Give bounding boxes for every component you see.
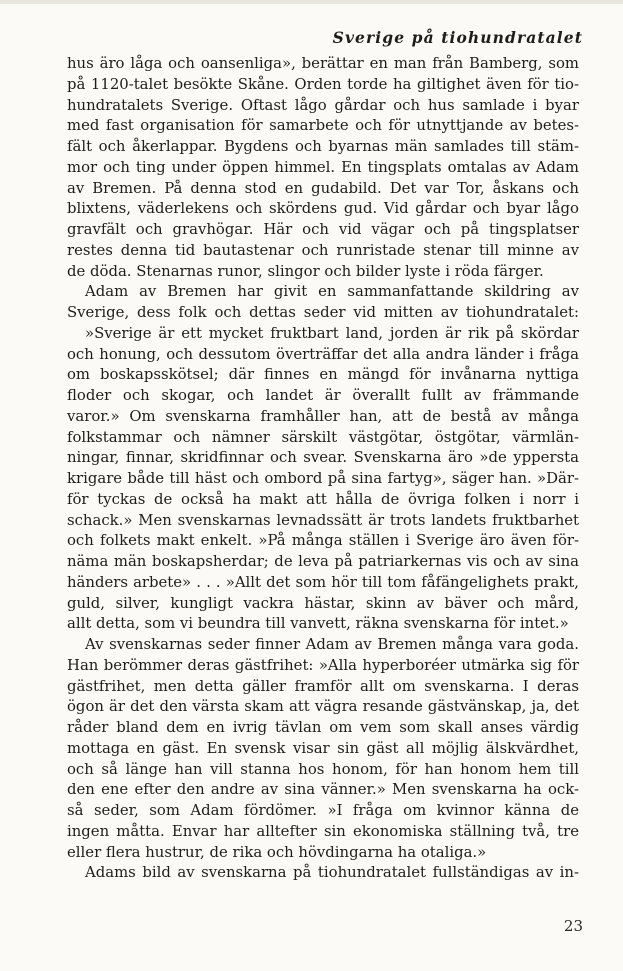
text-line: på 1120-talet besökte Skåne. Orden torde ha giltighet även för tio- <box>67 74 579 93</box>
text-line: ningar, finnar, skridfinnar och svear. Svenskarna äro »de yppersta <box>67 448 579 467</box>
text-line: krigare både till häst och ombord på sina fartyg», säger han. »Där- <box>67 469 579 487</box>
text-line: mor och ting under öppen himmel. En tingsplats omtalas av Adam <box>67 157 579 176</box>
text-line: de döda. Stenarnas runor, slingor och bilder lyste i röda färger. <box>67 261 544 280</box>
text-line: näma män boskapsherdar; de leva på patriarkernas vis och av sina <box>67 552 579 570</box>
text-line: händers arbete» . . . »Allt det som hör till tom fåfängelighets prakt, <box>67 572 579 591</box>
top-edge <box>0 0 623 4</box>
text-line: för tyckas de också ha makt att hålla de övriga folken i norr i <box>67 489 579 508</box>
text-line: guld, silver, kungligt vackra hästar, skinn av bäver och mård, <box>67 593 579 612</box>
text-line: restes denna tid bautastenar och runristade stenar till minne av <box>67 240 579 259</box>
text-line: gravfält och gravhögar. Här och vid vägar och på tingsplatser <box>67 220 579 238</box>
text-line: hundratalets Sverige. Oftast lågo gårdar och hus samlade i byar <box>67 95 579 114</box>
text-line: Adam av Bremen har givit en sammanfattande skildring av <box>85 282 579 301</box>
text-line: hus äro låga och oansenliga», berättar en man från Bamberg, som <box>67 54 579 72</box>
body-text <box>67 53 579 883</box>
text-line: varor.» Om svenskarna framhåller han, att de bestå av många <box>67 406 579 425</box>
text-line: Av svenskarnas seder finner Adam av Bremen många vara goda. <box>85 635 579 653</box>
text-line: schack.» Men svenskarnas levnadssätt är trots landets fruktbarhet <box>67 510 579 529</box>
text-line: och så länge han vill stanna hos honom, för han honom hem till <box>67 759 579 778</box>
text-line: Han berömmer deras gästfrihet: »Alla hyperboréer utmärka sig för <box>67 655 579 674</box>
text-line: allt detta, som vi beundra till vanvett, räkna svenskarna för intet.» <box>67 614 569 633</box>
text-line: om boskapsskötsel; där finnes en mängd för invånarna nyttiga <box>67 365 579 384</box>
text-line: »Sverige är ett mycket fruktbart land, jorden är rik på skördar <box>85 323 579 342</box>
text-line: så seder, som Adam fördömer. »I fråga om kvinnor känna de <box>67 801 579 819</box>
text-line: Adams bild av svenskarna på tiohundratalet fullständigas av in- <box>85 863 579 882</box>
text-line: eller flera hustrur, de rika och hövdingarna ha otaliga.» <box>67 842 487 861</box>
text-line: med fast organisation för samarbete och för utnyttjande av betes- <box>67 116 579 135</box>
text-line: folkstammar och nämner särskilt västgötar, östgötar, värmlän- <box>67 427 579 446</box>
text-line: och folkets makt enkelt. »På många ställen i Sverige äro även för- <box>67 531 579 550</box>
text-line: av Bremen. På denna stod en gudabild. Det var Tor, åskans och <box>67 178 579 197</box>
running-head: Sverige på tiohundratalet <box>332 28 583 47</box>
page-number: 23 <box>563 917 583 935</box>
text-line: fält och åkerlappar. Bygdens och byarnas män samlades till stäm- <box>67 137 579 155</box>
text-line: ögon är det den värsta skam att vägra resande gästvänskap, ja, det <box>67 697 579 716</box>
text-line: Sverige, dess folk och dettas seder vid mitten av tiohundratalet: <box>67 303 579 321</box>
text-line: gästfrihet, men detta gäller framför allt om svenskarna. I deras <box>67 676 579 695</box>
text-line: och honung, och dessutom överträffar det alla andra länder i fråga <box>67 344 579 363</box>
text-line: den ene efter den andre av sina vänner.» Men svenskarna ha ock- <box>67 780 579 799</box>
text-line: ingen måtta. Envar har alltefter sin ekonomiska ställning två, tre <box>67 821 579 840</box>
text-line: mottaga en gäst. En svensk visar sin gäst all möjlig älskvärdhet, <box>67 738 579 757</box>
text-line: floder och skogar, och landet är överallt fullt av främmande <box>67 386 579 404</box>
text-line: råder bland dem en ivrig tävlan om vem som skall anses värdig <box>67 718 579 736</box>
text-line: blixtens, väderlekens och skördens gud. Vid gårdar och byar lågo <box>67 199 579 218</box>
